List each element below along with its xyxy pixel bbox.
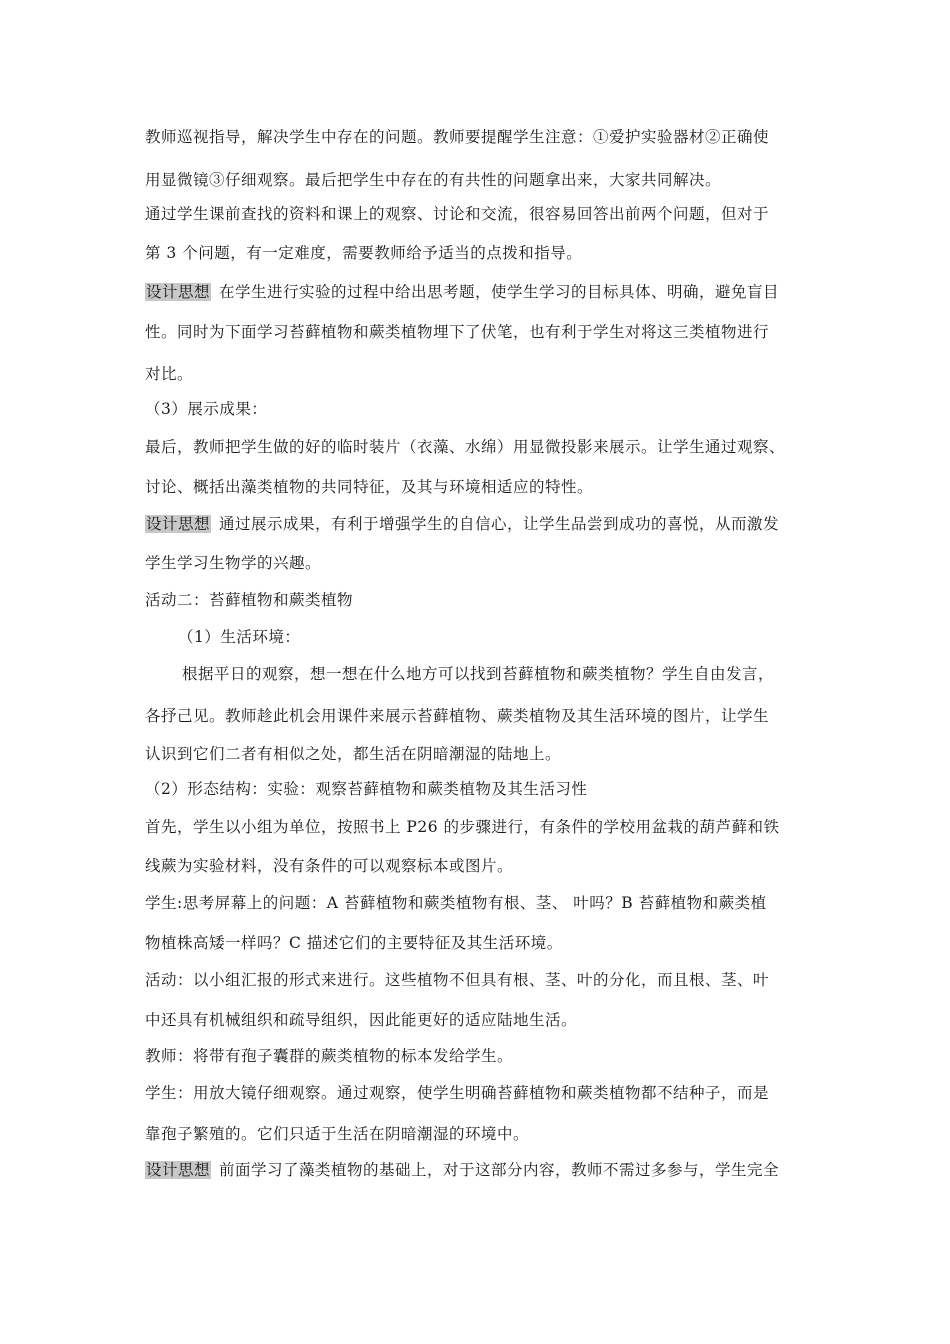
paragraph-line: 最后，教师把学生做的好的临时装片（衣藻、水绵）用显微投影来展示。让学生通过观察、 — [145, 438, 786, 456]
design-thought-label: 设计思想 — [146, 1161, 211, 1179]
paragraph-line: 活动：以小组汇报的形式来进行。这些植物不但具有根、茎、叶的分化，而且根、茎、叶 — [145, 971, 770, 989]
paragraph-line: 教师：将带有孢子囊群的蕨类植物的标本发给学生。 — [145, 1047, 514, 1065]
paragraph-line: 靠孢子繁殖的。它们只适于生活在阴暗潮湿的环境中。 — [145, 1125, 530, 1143]
paragraph-line: 线蕨为实验材料，没有条件的可以观察标本或图片。 — [145, 857, 514, 875]
design-thought-label: 设计思想 — [146, 515, 211, 533]
paragraph-line: 对比。 — [145, 365, 194, 383]
paragraph-line: 性。同时为下面学习苔藓植物和蕨类植物埋下了伏笔，也有利于学生对将这三类植物进行 — [145, 323, 770, 341]
paragraph-line: 学生：用放大镜仔细观察。通过观察，使学生明确苔藓植物和蕨类植物都不结种子，而是 — [145, 1084, 770, 1102]
design-thought-label: 设计思想 — [146, 283, 211, 301]
paragraph-line: 第 3 个问题，有一定难度，需要教师给予适当的点拨和指导。 — [145, 244, 583, 262]
section-heading: （1）生活环境： — [178, 628, 301, 646]
paragraph-line: 用显微镜③仔细观察。最后把学生中存在的有共性的问题拿出来，大家共同解决。 — [145, 171, 722, 189]
paragraph-line: 教师巡视指导，解决学生中存在的问题。教师要提醒学生注意：①爱护实验器材②正确使 — [145, 128, 770, 146]
paragraph-line: 根据平日的观察，想一想在什么地方可以找到苔藓植物和蕨类植物？学生自由发言， — [182, 665, 775, 683]
paragraph-line: 认识到它们二者有相似之处，都生活在阴暗潮湿的陆地上。 — [145, 745, 562, 763]
paragraph-line: 各抒己见。教师趁此机会用课件来展示苔藓植物、蕨类植物及其生活环境的图片，让学生 — [145, 707, 770, 725]
paragraph-line: 讨论、概括出藻类植物的共同特征，及其与环境相适应的特性。 — [145, 478, 594, 496]
paragraph-line: 设计思想 在学生进行实验的过程中给出思考题，使学生学习的目标具体、明确，避免盲目 — [146, 283, 780, 301]
paragraph-line: 物植株高矮一样吗？C 描述它们的主要特征及其生活环境。 — [145, 934, 563, 952]
paragraph-line: 通过学生课前查找的资料和课上的观察、讨论和交流，很容易回答出前两个问题，但对于 — [145, 205, 770, 223]
section-heading: （3）展示成果： — [145, 400, 268, 418]
paragraph-line: 学生:思考屏幕上的问题：A 苔藓植物和蕨类植物有根、茎、 叶吗？B 苔藓植物和蕨类植 — [145, 894, 767, 912]
section-heading: （2）形态结构：实验：观察苔藓植物和蕨类植物及其生活习性 — [145, 780, 588, 798]
paragraph-line: 设计思想 通过展示成果，有利于增强学生的自信心，让学生品尝到成功的喜悦，从而激发 — [146, 515, 780, 533]
section-heading: 活动二：苔藓植物和蕨类植物 — [145, 591, 354, 609]
paragraph-line: 设计思想 前面学习了藻类植物的基础上，对于这部分内容，教师不需过多参与，学生完全 — [146, 1161, 780, 1179]
paragraph-line: 中还具有机械组织和疏导组织，因此能更好的适应陆地生活。 — [145, 1011, 578, 1029]
paragraph-line: 首先，学生以小组为单位，按照书上 P26 的步骤进行，有条件的学校用盆栽的葫芦藓和铁 — [145, 818, 780, 836]
paragraph-line: 学生学习生物学的兴趣。 — [145, 554, 322, 572]
